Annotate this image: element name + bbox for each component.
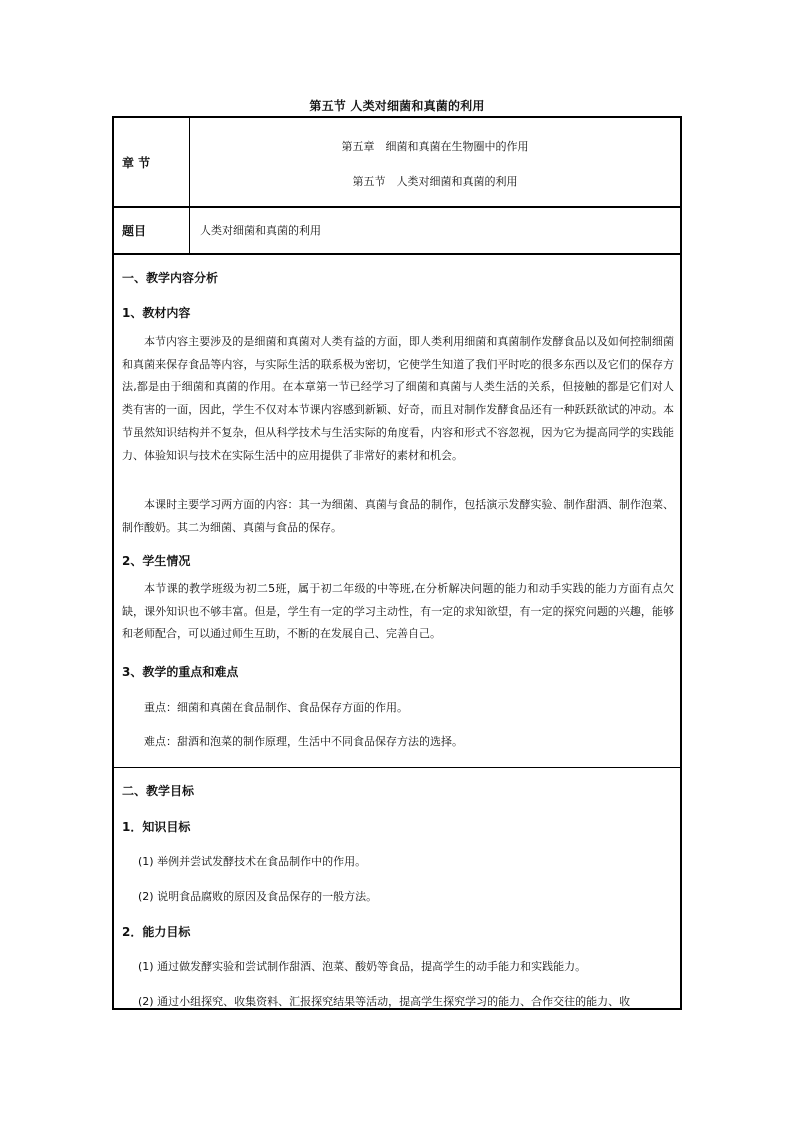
topic-value: 人类对细菌和真菌的利用 — [200, 224, 321, 237]
ability-goal-1: (1) 通过做发酵实验和尝试制作甜酒、泡菜、酸奶等食品，提高学生的动手能力和实践能力。 — [138, 960, 587, 973]
teaching-goals-section — [114, 768, 680, 1008]
material-paragraph-2: 本课时主要学习两方面的内容：其一为细菌、真菌与食品的制作，包括演示发酵实验、制作甜酒、制作泡菜、制作酸奶。其二为细菌、真菌与食品的保存。 — [122, 498, 674, 534]
analysis-heading: 一、教学内容分析 — [122, 271, 219, 285]
chapter-row — [114, 118, 680, 208]
students-paragraph: 本节课的教学班级为初二5班，属于初二年级的中等班,在分析解决问题的能力和动手实践的能力方面有点欠缺，课外知识也不够丰富。但是，学生有一定的学习主动性，有一定的求知欲望，有一定的探究问题的兴趣，能够和老师配合，可以通过师生互助，不断的在发展自己、完善自己。 — [122, 582, 674, 641]
goals-heading: 二、教学目标 — [122, 784, 195, 798]
key-point: 重点：细菌和真菌在食品制作、食品保存方面的作用。 — [144, 701, 408, 714]
chapter-title: 第五章 细菌和真菌在生物圈中的作用 — [341, 140, 529, 153]
keypoints-heading: 3、教学的重点和难点 — [122, 665, 239, 679]
document-title: 第五节 人类对细菌和真菌的利用 — [309, 99, 485, 113]
knowledge-goals-heading: 1．知识目标 — [122, 820, 191, 834]
ability-goal-2: (2) 通过小组探究、收集资料、汇报探究结果等活动，提高学生探究学习的能力、合作交往的能力、收 — [138, 995, 631, 1008]
topic-row — [114, 208, 680, 255]
material-paragraph-1: 本节内容主要涉及的是细菌和真菌对人类有益的方面，即人类利用细菌和真菌制作发酵食品以及如何控制细菌和真菌来保存食品等内容，与实际生活的联系极为密切，它使学生知道了我们平时吃的很多东西以及它们的保存方法,都是由于细菌和真菌的作用。在本章第一节已经学习了细菌和真菌与人类生活的关系，但接触的都是它们对人类有害的一面，因此，学生不仅对本节课内容感到新颖、好奇，而且对制作发酵食品还有一种跃跃欲试的冲动。本节虽然知识结构并不复杂，但从科学技术与生活实际的角度看，内容和形式不容忽视，因为它为提高同学的实践能力、体验知识与技术在实际生活中的应用提供了非常好的素材和机会。 — [122, 335, 674, 462]
difficult-point: 难点：甜酒和泡菜的制作原理，生活中不同食品保存方法的选择。 — [144, 735, 463, 748]
lesson-plan-table — [112, 116, 682, 1010]
teaching-content-analysis-section — [114, 255, 680, 768]
students-heading: 2、学生情况 — [122, 554, 191, 568]
chapter-label: 章 节 — [122, 156, 151, 170]
ability-goals-heading: 2．能力目标 — [122, 925, 191, 939]
topic-label-cell — [114, 208, 190, 253]
section-title: 第五节 人类对细菌和真菌的利用 — [352, 175, 518, 188]
knowledge-goal-2: (2) 说明食品腐败的原因及食品保存的一般方法。 — [138, 890, 378, 903]
knowledge-goal-1: (1) 举例并尝试发酵技术在食品制作中的作用。 — [138, 855, 367, 868]
topic-label: 题目 — [122, 224, 147, 238]
material-heading: 1、教材内容 — [122, 306, 191, 320]
chapter-label-cell — [114, 118, 190, 206]
